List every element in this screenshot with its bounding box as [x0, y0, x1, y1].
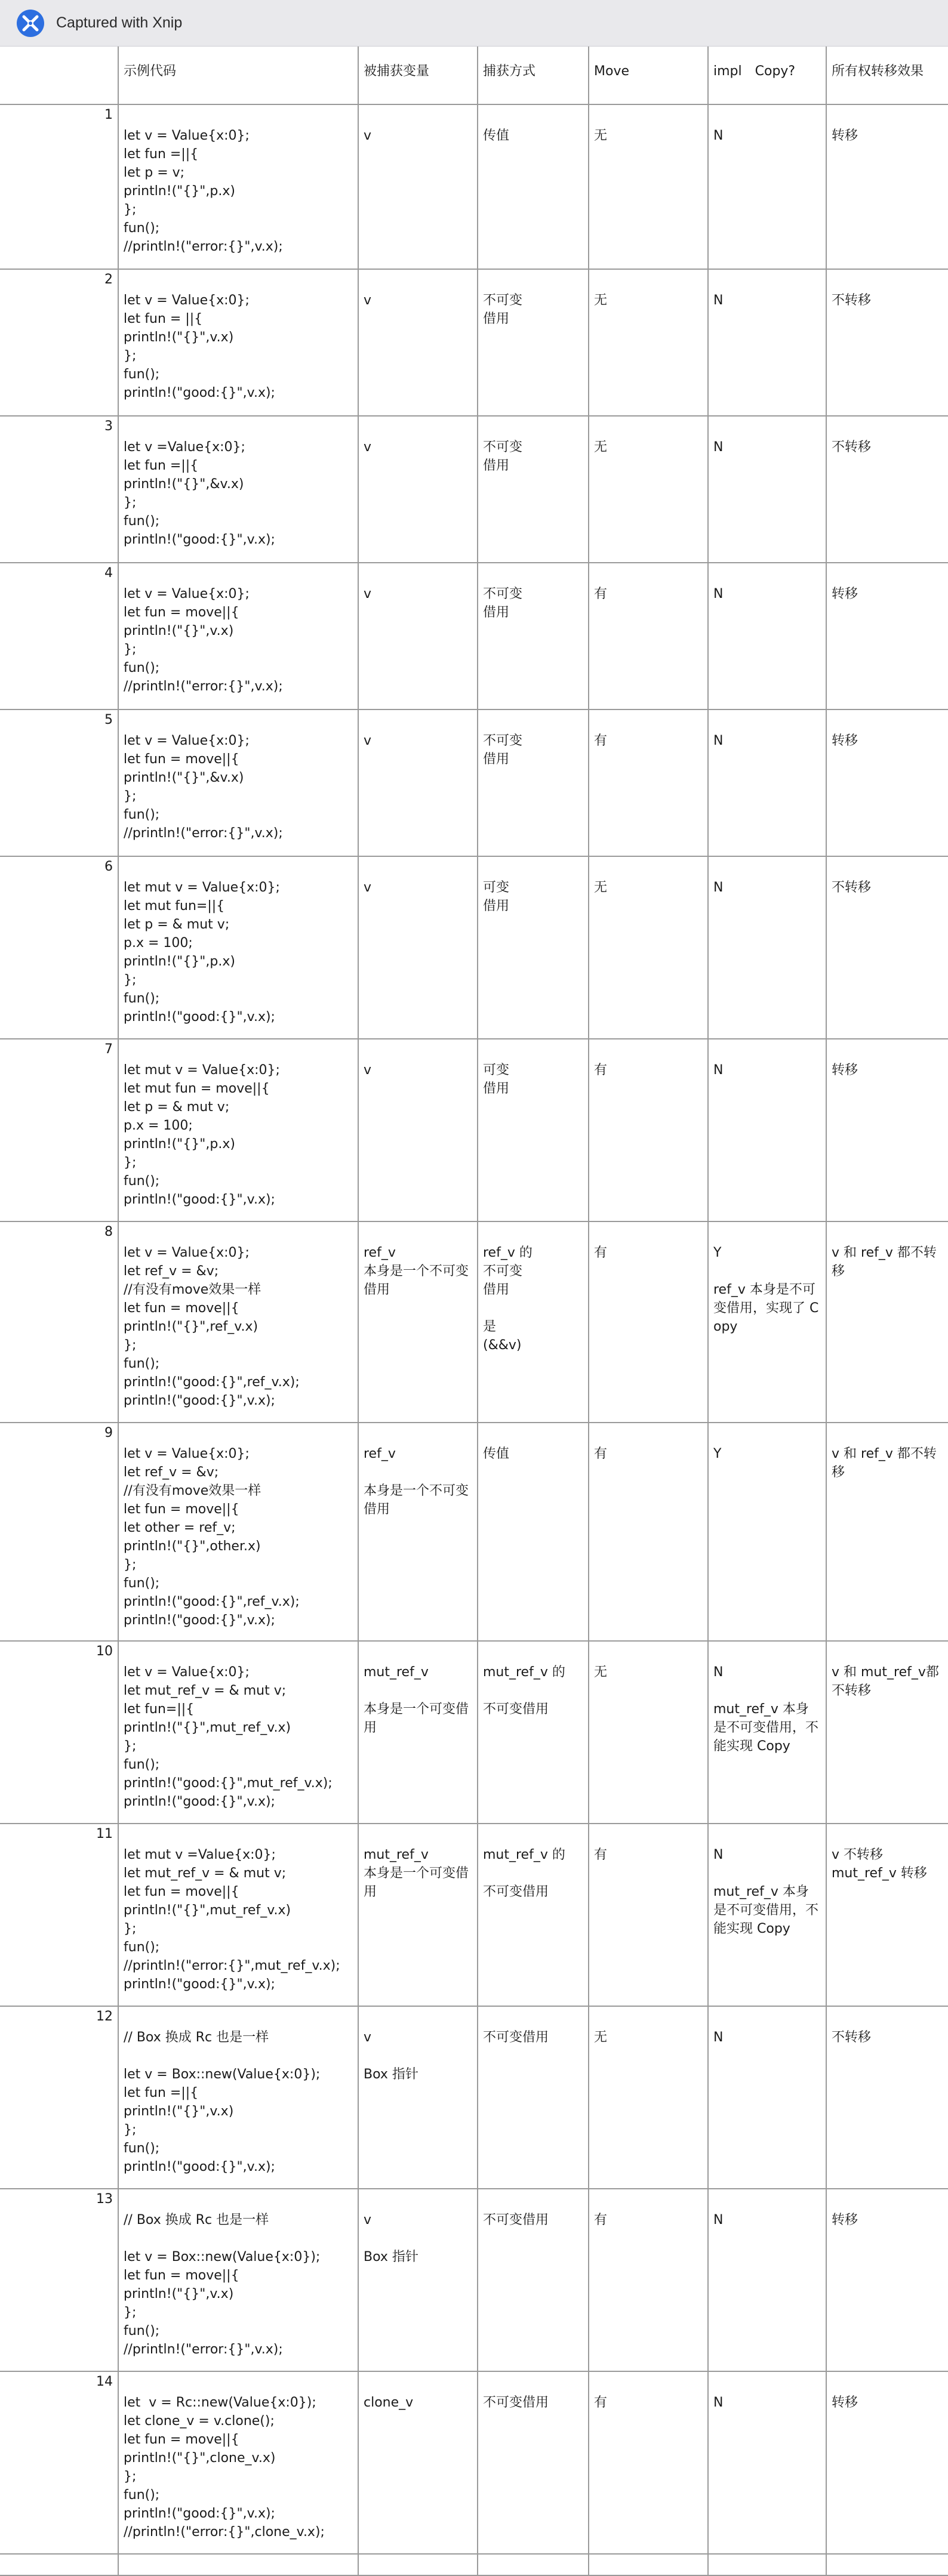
copy-cell: N	[708, 709, 826, 856]
code-cell: let mut v = Value{x:0}; let mut fun=||{ let p = & mut v; p.x = 100; println!("{}",p.x) }; fun(); println!("good:{}",v.x);	[118, 856, 358, 1039]
mode-cell: 不可变 借用	[478, 416, 589, 563]
captured-cell: v Box 指针	[358, 2189, 478, 2371]
move-cell: 有	[589, 1039, 708, 1221]
code-cell: let v =Value{x:0}; let fun =||{ println!("{}",&v.x) }; fun(); println!("good:{}",v.x);	[118, 416, 358, 563]
table-row	[0, 2006, 948, 2189]
empty-cell	[708, 2554, 826, 2575]
copy-cell: Y	[708, 1423, 826, 1641]
effect-cell: 转移	[826, 104, 948, 269]
empty-cell	[826, 2554, 948, 2575]
header-move: Move	[589, 47, 708, 104]
table-row	[0, 2189, 948, 2371]
row-number: 1	[0, 104, 118, 269]
table-row	[0, 856, 948, 1039]
mode-cell: 传值	[478, 104, 589, 269]
effect-cell: 转移	[826, 2371, 948, 2554]
effect-cell: v 不转移 mut_ref_v 转移	[826, 1824, 948, 2006]
captured-cell: mut_ref_v 本身是一个可变借用	[358, 1641, 478, 1824]
code-cell: let v = Value{x:0}; let fun = move||{ println!("{}",v.x) }; fun(); //println!("error:{}",v.x);	[118, 563, 358, 709]
effect-cell: 不转移	[826, 269, 948, 416]
empty-cell	[358, 2554, 478, 2575]
code-cell: let mut v =Value{x:0}; let mut_ref_v = & mut v; let fun = move||{ println!("{}",mut_ref_v.x) }; fun(); //println!("error:{}",mut_ref_v.x); println!("good:{}",v.x);	[118, 1824, 358, 2006]
copy-cell: N	[708, 104, 826, 269]
code-cell: let v = Rc::new(Value{x:0}); let clone_v = v.clone(); let fun = move||{ println!("{}",clone_v.x) }; fun(); println!("good:{}",v.x); //println!("error:{}",clone_v.x);	[118, 2371, 358, 2554]
captured-cell: mut_ref_v 本身是一个可变借用	[358, 1824, 478, 2006]
effect-cell: 转移	[826, 709, 948, 856]
effect-cell: 转移	[826, 1039, 948, 1221]
captured-cell: v	[358, 856, 478, 1039]
empty-cell	[0, 2554, 118, 2575]
captured-cell: v	[358, 104, 478, 269]
code-cell: let v = Value{x:0}; let ref_v = &v; //有没有move效果一样 let fun = move||{ let other = ref_v; println!("{}",other.x) }; fun(); println!("good:{}",ref_v.x); println!("good:{}",v.x);	[118, 1423, 358, 1641]
table-row	[0, 104, 948, 269]
empty-cell	[478, 2554, 589, 2575]
header-mode: 捕获方式	[478, 47, 589, 104]
mode-cell: ref_v 的 不可变 借用 是 (&&v)	[478, 1221, 589, 1423]
mode-cell: 可变 借用	[478, 1039, 589, 1221]
code-cell: let mut v = Value{x:0}; let mut fun = move||{ let p = & mut v; p.x = 100; println!("{}",p.x) }; fun(); println!("good:{}",v.x);	[118, 1039, 358, 1221]
mode-cell: 可变 借用	[478, 856, 589, 1039]
captured-cell: v	[358, 269, 478, 416]
captured-cell: v	[358, 563, 478, 709]
row-number: 12	[0, 2006, 118, 2189]
header-effect: 所有权转移效果	[826, 47, 948, 104]
effect-cell: 不转移	[826, 856, 948, 1039]
table-header-row	[0, 47, 948, 104]
captured-cell: clone_v	[358, 2371, 478, 2554]
copy-cell: Y ref_v 本身是不可变借用，实现了 Copy	[708, 1221, 826, 1423]
table-row	[0, 1221, 948, 1423]
mode-cell: 不可变借用	[478, 2006, 589, 2189]
mode-cell: 不可变借用	[478, 2371, 589, 2554]
mode-cell: 传值	[478, 1423, 589, 1641]
captured-cell: v Box 指针	[358, 2006, 478, 2189]
row-number: 8	[0, 1221, 118, 1423]
table-row	[0, 1824, 948, 2006]
copy-cell: N	[708, 269, 826, 416]
row-number: 14	[0, 2371, 118, 2554]
effect-cell: v 和 mut_ref_v都不转移	[826, 1641, 948, 1824]
effect-cell: 不转移	[826, 416, 948, 563]
effect-cell: v 和 ref_v 都不转移	[826, 1221, 948, 1423]
effect-cell: 转移	[826, 2189, 948, 2371]
copy-cell: N mut_ref_v 本身是不可变借用，不能实现 Copy	[708, 1824, 826, 2006]
effect-cell: 转移	[826, 563, 948, 709]
row-number: 2	[0, 269, 118, 416]
row-number: 6	[0, 856, 118, 1039]
copy-cell: N mut_ref_v 本身是不可变借用，不能实现 Copy	[708, 1641, 826, 1824]
header-copy: impl Copy?	[708, 47, 826, 104]
table-row	[0, 269, 948, 416]
mode-cell: 不可变 借用	[478, 563, 589, 709]
table-row	[0, 563, 948, 709]
copy-cell: N	[708, 856, 826, 1039]
copy-cell: N	[708, 2371, 826, 2554]
captured-cell: v	[358, 709, 478, 856]
mode-cell: mut_ref_v 的 不可变借用	[478, 1641, 589, 1824]
captured-cell: ref_v 本身是一个不可变借用	[358, 1423, 478, 1641]
mode-cell: mut_ref_v 的 不可变借用	[478, 1824, 589, 2006]
code-cell: let v = Value{x:0}; let fun =||{ let p = v; println!("{}",p.x) }; fun(); //println!("error:{}",v.x);	[118, 104, 358, 269]
mode-cell: 不可变 借用	[478, 269, 589, 416]
move-cell: 有	[589, 2189, 708, 2371]
row-number: 7	[0, 1039, 118, 1221]
row-number: 13	[0, 2189, 118, 2371]
capture-title: Captured with Xnip	[56, 14, 183, 31]
effect-cell: 不转移	[826, 2006, 948, 2189]
move-cell: 无	[589, 269, 708, 416]
code-cell: // Box 换成 Rc 也是一样 let v = Box::new(Value{x:0}); let fun =||{ println!("{}",v.x) }; fun(); println!("good:{}",v.x);	[118, 2006, 358, 2189]
table-row	[0, 416, 948, 563]
row-number: 10	[0, 1641, 118, 1824]
mode-cell: 不可变 借用	[478, 709, 589, 856]
move-cell: 有	[589, 709, 708, 856]
code-cell: let v = Value{x:0}; let fun = move||{ println!("{}",&v.x) }; fun(); //println!("error:{}",v.x);	[118, 709, 358, 856]
copy-cell: N	[708, 1039, 826, 1221]
copy-cell: N	[708, 563, 826, 709]
row-number: 5	[0, 709, 118, 856]
move-cell: 有	[589, 1824, 708, 2006]
row-number: 3	[0, 416, 118, 563]
move-cell: 有	[589, 1423, 708, 1641]
code-cell: let v = Value{x:0}; let fun = ||{ println!("{}",v.x) }; fun(); println!("good:{}",v.x);	[118, 269, 358, 416]
move-cell: 有	[589, 563, 708, 709]
header-captured: 被捕获变量	[358, 47, 478, 104]
code-cell: let v = Value{x:0}; let mut_ref_v = & mut v; let fun=||{ println!("{}",mut_ref_v.x) }; fun(); println!("good:{}",mut_ref_v.x); println!("good:{}",v.x);	[118, 1641, 358, 1824]
move-cell: 无	[589, 2006, 708, 2189]
row-number: 9	[0, 1423, 118, 1641]
table-row	[0, 2371, 948, 2554]
empty-cell	[118, 2554, 358, 2575]
captured-cell: ref_v 本身是一个不可变借用	[358, 1221, 478, 1423]
move-cell: 有	[589, 1221, 708, 1423]
move-cell: 无	[589, 416, 708, 563]
empty-cell	[589, 2554, 708, 2575]
table-row	[0, 1423, 948, 1641]
move-cell: 无	[589, 104, 708, 269]
table-row	[0, 1039, 948, 1221]
move-cell: 无	[589, 1641, 708, 1824]
move-cell: 无	[589, 856, 708, 1039]
table-row	[0, 1641, 948, 1824]
effect-cell: v 和 ref_v 都不转移	[826, 1423, 948, 1641]
captured-cell: v	[358, 416, 478, 563]
code-cell: let v = Value{x:0}; let ref_v = &v; //有没有move效果一样 let fun = move||{ println!("{}",ref_v.x) }; fun(); println!("good:{}",ref_v.x); println!("good:{}",v.x);	[118, 1221, 358, 1423]
code-cell: // Box 换成 Rc 也是一样 let v = Box::new(Value{x:0}); let fun = move||{ println!("{}",v.x) }; fun(); //println!("error:{}",v.x);	[118, 2189, 358, 2371]
closure-capture-table	[0, 47, 948, 2576]
row-number: 11	[0, 1824, 118, 2006]
header-code: 示例代码	[118, 47, 358, 104]
copy-cell: N	[708, 416, 826, 563]
mode-cell: 不可变借用	[478, 2189, 589, 2371]
copy-cell: N	[708, 2006, 826, 2189]
move-cell: 有	[589, 2371, 708, 2554]
header-index	[0, 47, 118, 104]
xnip-logo-icon	[17, 10, 44, 37]
table-row-partial	[0, 2554, 948, 2575]
row-number: 4	[0, 563, 118, 709]
captured-cell: v	[358, 1039, 478, 1221]
copy-cell: N	[708, 2189, 826, 2371]
capture-banner	[0, 0, 948, 47]
table-row	[0, 709, 948, 856]
